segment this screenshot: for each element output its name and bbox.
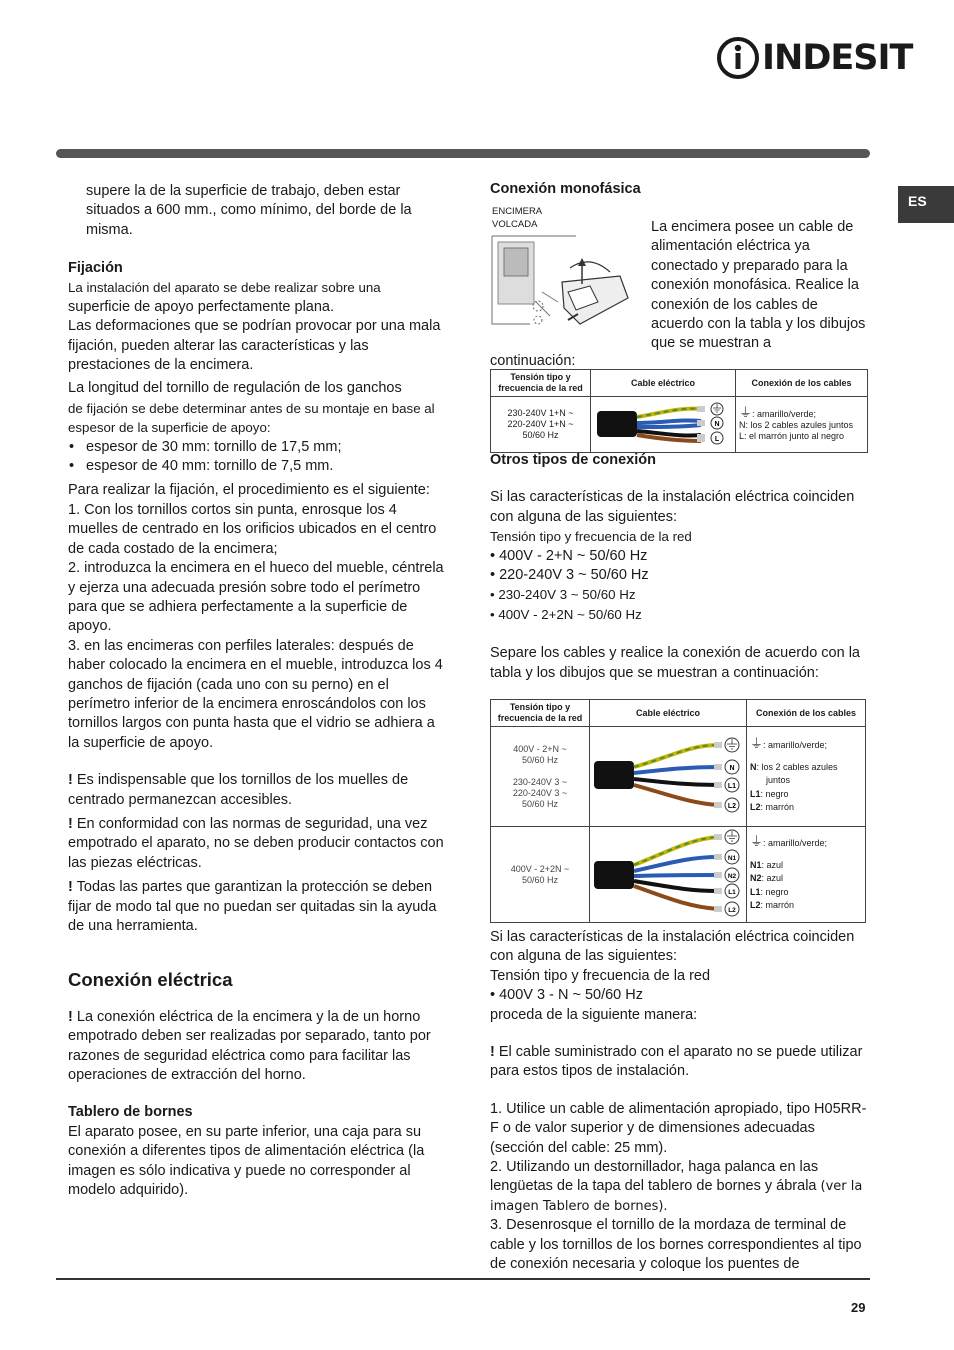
table-header: Tensión tipo y frecuencia de la red — [491, 370, 591, 397]
terminal-label: L1 — [727, 783, 737, 790]
table-header: Cable eléctrico — [591, 370, 736, 397]
table-header: Cable eléctrico — [590, 700, 747, 727]
cooktop-illustration — [490, 232, 638, 332]
left-column — [68, 259, 446, 1200]
step-note: (ver la imagen Tablero de bornes). — [490, 1179, 863, 1214]
connection-line — [739, 405, 864, 421]
cable-diagram — [590, 827, 744, 919]
terminal-label: N1 — [727, 855, 737, 862]
voltage-cell — [491, 397, 591, 453]
intro-paragraph — [86, 182, 446, 240]
terminal-name: N2 — [750, 873, 762, 884]
spacer — [750, 753, 862, 761]
warning-mark: ! — [68, 815, 73, 832]
terminal-label: N — [714, 421, 720, 428]
proceda-text: proceda de la siguiente manera: — [490, 1006, 698, 1023]
tension-label: Tensión tipo y frecuencia de la red — [490, 529, 692, 545]
tablero-heading: Tablero de bornes — [68, 1104, 193, 1121]
fijacion-text-2: Las deformaciones que se podrían provocar por una mala fijación, pueden alterar las características y las prestaciones de la encimera. — [68, 318, 441, 374]
tablero-text: El aparato posee, en su parte inferior, una caja para su conexión a diferentes tipos de alimentación eléctrica (la imagen es sólo indicativa y puede no corresponder al modelo adquirido). — [68, 1123, 425, 1199]
connection-text: : los 2 cables azules — [756, 761, 838, 772]
voltage-line: 50/60 Hz — [521, 798, 559, 809]
connection-line — [750, 801, 862, 815]
procedure-step-3: 3. en las encimeras con perfiles laterales: después de haber colocado la encimera en el mueble, introduzca los 4 ganchos de fijación (cada uno con su perno) en el perímetro inferior de la encimera enroscándolos con los tornillos largos con punta hasta que el vidrio se adhiera a la superficie de apoyo. — [68, 637, 443, 751]
connection-text: : marrón — [760, 900, 795, 911]
connection-cell — [736, 397, 868, 453]
ground-icon: ⏚ — [739, 405, 753, 421]
warning-3 — [68, 878, 446, 936]
connection-text: : negro — [760, 886, 789, 897]
thickness-list — [68, 438, 446, 477]
voltage-line: 220-240V 3 ~ — [512, 787, 568, 798]
table-header: Tensión tipo y frecuencia de la red — [491, 700, 590, 727]
mono-text: La encimera posee un cable de alimentación eléctrica ya conectado y preparado para la conexión monofásica. Realice la conexión de los cables de acuerdo con la tabla y los dibujos que se muestran a — [651, 219, 866, 352]
figure-label-line: VOLCADA — [492, 219, 538, 230]
warning-text: Todas las partes que garantizan la protección se deben fijar de modo tal que no puedan ser quitadas sin la ayuda de una herramienta. — [68, 879, 437, 934]
connection-text: : amarillo/verde; — [763, 740, 828, 751]
voltage-line: 400V - 2+2N ~ — [510, 863, 570, 874]
procedure-step-3: 3. Desenrosque el tornillo de la mordaza de terminal de cable y los tornillos de los bornes correspondientes al tipo de conexión necesaria y coloque los puentes de — [490, 1217, 862, 1273]
figure-label — [492, 205, 542, 231]
indesit-logo-icon — [716, 36, 760, 80]
procedure-step-2 — [490, 1158, 870, 1216]
fijacion-heading: Fijación — [68, 260, 123, 276]
terminal-label: L2 — [728, 907, 736, 914]
terminal-name: L2 — [750, 900, 761, 911]
procedure-intro: Para realizar la fijación, el procedimiento es el siguiente: — [68, 482, 430, 499]
warning-5 — [490, 1043, 870, 1082]
voltage-line: 230-240V 3 ~ — [512, 776, 568, 787]
connection-text: : amarillo/verde; — [752, 408, 817, 419]
voltage-line: 50/60 Hz — [521, 754, 559, 765]
cable-diagram — [591, 397, 729, 449]
footer-divider — [56, 1278, 870, 1280]
warning-4 — [68, 1008, 446, 1086]
voltage-cell — [491, 727, 590, 827]
voltage-cell — [491, 827, 590, 923]
connection-line — [750, 899, 862, 913]
page-number: 29 — [851, 1300, 866, 1315]
connection-text: : azul — [761, 873, 784, 884]
connection-text: : amarillo/verde; — [763, 838, 828, 849]
warning-2 — [68, 815, 446, 873]
brand-name: INDESIT — [762, 38, 913, 78]
fijacion-text-b: superficie de apoyo perfectamente plana. — [68, 298, 335, 315]
connection-text: : marrón — [760, 802, 795, 813]
connection-line — [750, 761, 862, 775]
terminal-label: L — [714, 436, 720, 443]
procedure-step-1: 1. Con los tornillos cortos sin punta, enrosque los 4 muelles de centrado en los orificios ubicados en el centro de cada costado de la encimera; — [68, 501, 437, 557]
voltage-line: 230-240V 1+N ~ — [507, 408, 574, 418]
fijacion-text-a: La instalación del aparato se debe realizar sobre una — [68, 280, 381, 296]
terminal-label: L2 — [727, 803, 737, 810]
warning-mark: ! — [68, 1008, 73, 1025]
list-item: • 220-240V 3 ~ 50/60 Hz — [490, 567, 649, 584]
connection-cell — [747, 727, 866, 827]
cable-cell — [590, 727, 747, 827]
connection-cell — [747, 827, 866, 923]
table-header: Conexión de los cables — [747, 700, 866, 727]
header-divider — [56, 149, 870, 158]
terminal-name: L2 — [750, 802, 761, 813]
connection-line: N: los 2 cables azules juntos — [739, 419, 854, 430]
warning-text: En conformidad con las normas de seguridad, una vez empotrado el aparato, no se deben producir contactos con las piezas eléctricas. — [68, 815, 444, 871]
list-item: • espesor de 30 mm: tornillo de 17,5 mm; — [86, 438, 446, 457]
terminal-name: L1 — [750, 788, 761, 799]
cable-cell — [590, 827, 747, 923]
other-connections — [490, 451, 868, 683]
list-item: • 400V - 2+2N ~ 50/60 Hz — [490, 606, 642, 622]
otros-heading: Otros tipos de conexión — [490, 452, 656, 468]
terminal-label: N2 — [727, 873, 737, 880]
otros-text: Si las características de la instalación eléctrica coinciden con alguna de las siguientes: — [490, 489, 855, 525]
si-text: Si las características de la instalación eléctrica coinciden con alguna de las siguientes: — [490, 929, 855, 965]
spacer — [494, 766, 586, 777]
cable-cell — [591, 397, 736, 453]
list-item: • 400V 3 - N ~ 50/60 Hz — [490, 987, 643, 1004]
connection-line — [750, 836, 862, 851]
separe-text: Separe los cables y realice la conexión de acuerdo con la tabla y los dibujos que se muestran a continuación: — [490, 645, 860, 681]
connection-line: juntos — [766, 775, 791, 786]
terminal-name: L1 — [750, 886, 761, 897]
step-text: 2. Utilizando un destornillador, haga palanca en las lengüetas de la tapa del tablero de bornes y ábrala — [490, 1159, 819, 1195]
language-tab: ES — [898, 186, 954, 223]
terminal-label: L1 — [728, 889, 736, 896]
connection-text: : negro — [760, 788, 789, 799]
tornillo-text-b: de fijación se debe determinar antes de su montaje en base al espesor de la superficie de apoyo: — [68, 400, 435, 436]
single-phase-table — [490, 369, 868, 453]
right-lower-column — [490, 928, 870, 1275]
si-tension: Tensión tipo y frecuencia de la red — [490, 967, 711, 984]
list-item: • espesor de 40 mm: tornillo de 7,5 mm. — [86, 457, 446, 476]
figure-label-line: ENCIMERA — [492, 206, 543, 217]
connection-line: L: el marrón junto al negro — [739, 430, 845, 441]
connection-line — [750, 872, 862, 886]
list-item: • 230-240V 3 ~ 50/60 Hz — [490, 587, 636, 603]
warning-text: Es indispensable que los tornillos de los muelles de centrado permanezcan accesibles. — [68, 772, 409, 808]
spacer — [750, 851, 862, 859]
connection-line — [750, 859, 862, 873]
connection-line — [750, 738, 862, 753]
connection-text: : azul — [761, 859, 784, 870]
voltage-line: 220-240V 1+N ~ — [507, 419, 574, 429]
voltage-line: 50/60 Hz — [521, 874, 559, 885]
procedure-step-1: 1. Utilice un cable de alimentación apropiado, tipo H05RR-F o de valor superior y de dimensiones adecuadas (sección del cable: 25 mm). — [490, 1100, 867, 1156]
intro-text: supere la de la superficie de trabajo, deben estar situados a 600 mm., como mínimo, del borde de la misma. — [86, 183, 412, 238]
terminal-label: N — [729, 765, 735, 772]
procedure-step-2: 2. introduzca la encimera en el hueco del mueble, céntrela y ejerza una adecuada presión sobre todo el perímetro para que se adhiera perfectamente a la superficie de apoyo. — [68, 560, 444, 635]
connection-line — [750, 886, 862, 900]
list-item: • 400V - 2+N ~ 50/60 Hz — [490, 547, 648, 564]
warning-text: El cable suministrado con el aparato no se puede utilizar para estos tipos de instalación. — [490, 1044, 863, 1080]
warning-mark: ! — [68, 879, 73, 896]
warning-1 — [68, 771, 446, 810]
cable-diagram — [590, 727, 744, 823]
warning-mark: ! — [490, 1044, 495, 1061]
terminal-name: N1 — [750, 859, 762, 870]
terminal-name: N — [750, 761, 757, 772]
table-header: Conexión de los cables — [736, 370, 868, 397]
voltage-line: 400V - 2+N ~ — [513, 743, 567, 754]
conexion-heading: Conexión eléctrica — [68, 969, 233, 991]
multi-phase-table — [490, 699, 866, 923]
warning-mark: ! — [68, 772, 73, 789]
ground-icon: ⏚ — [750, 835, 764, 851]
voltage-line: 50/60 Hz — [522, 430, 559, 440]
mono-continuation: continuación: — [490, 353, 576, 369]
warning-text: La conexión eléctrica de la encimera y la de un horno empotrado deben ser realizadas por separado, tanto por razones de seguridad eléctrica como para facilitar las operaciones de extracción del horno. — [68, 1008, 431, 1084]
mono-heading: Conexión monofásica — [490, 181, 641, 197]
ground-icon: ⏚ — [750, 737, 764, 753]
connection-line — [750, 788, 862, 802]
tornillo-text-a: La longitud del tornillo de regulación de los ganchos — [68, 380, 402, 397]
